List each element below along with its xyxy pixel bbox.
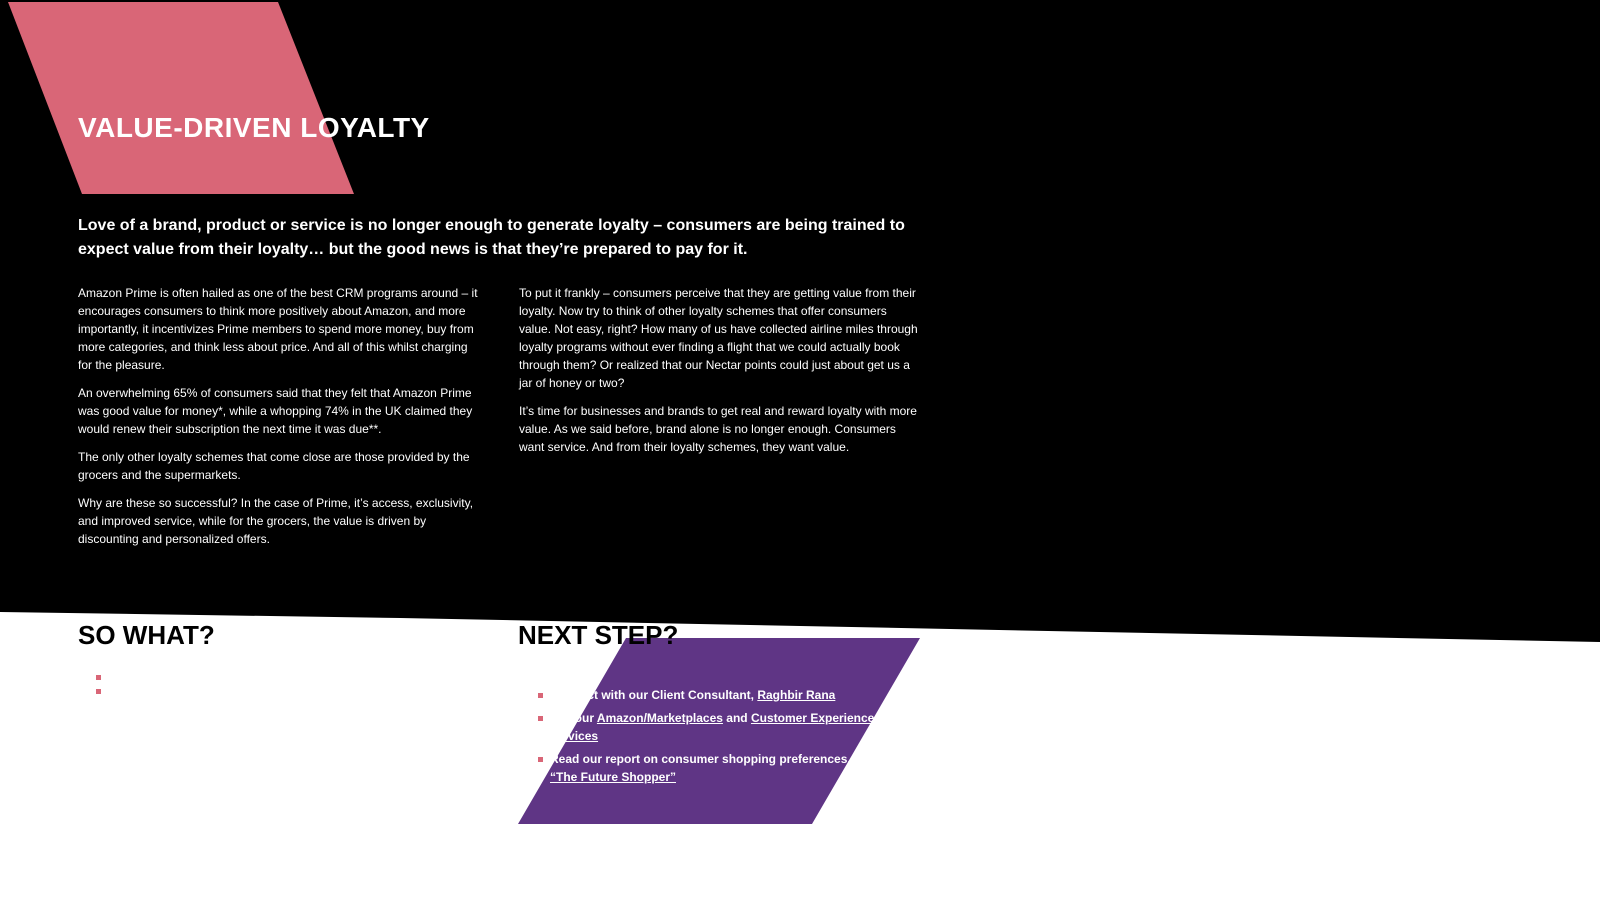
body-paragraph: It’s time for businesses and brands to get real and reward loyalty with more value. As we said before, brand alone is no longer enough. Consumers want service. And from their loyalty schemes, they want value. <box>519 404 917 454</box>
list-item-text: and <box>722 711 751 725</box>
list-item <box>536 709 876 745</box>
customer-experience-link[interactable]: Customer Experience services <box>550 711 875 743</box>
list-item <box>536 686 876 704</box>
so-what-heading: SO WHAT? <box>78 620 215 650</box>
list-item-text: Connect with our Client Consultant, <box>550 688 758 702</box>
title-accent-shape <box>8 2 354 194</box>
list-item-text: See our <box>550 711 597 725</box>
body-paragraph: Amazon Prime is often hailed as one of the best CRM programs around – it encourages consumers to think more positively about Amazon, and more importantly, it incentivizes Prime members to spend more money, buy from more categories, and think less about price. And all of this whilst charging for the pleasure. <box>78 286 478 372</box>
list-item <box>536 750 876 786</box>
next-step-heading: NEXT STEP? <box>518 620 679 650</box>
list-item-text: Read our report on consumer shopping preferences, <box>550 752 851 766</box>
future-shopper-link[interactable]: “The Future Shopper” <box>550 770 676 784</box>
body-paragraph: An overwhelming 65% of consumers said that they felt that Amazon Prime was good value for money*, while a whopping 74% in the UK claimed they would renew their subscription the next time it was due**. <box>78 386 473 436</box>
lead-paragraph: Love of a brand, product or service is no longer enough to generate loyalty – consumers are being trained to expect value from their loyalty… but the good news is that they’re prepared to pay for it. <box>78 217 905 258</box>
body-paragraph: To put it frankly – consumers perceive that they are getting value from their loyalty. Now try to think of other loyalty schemes that offer consumers value. Not easy, right? How many of us have collected airline miles through loyalty programs without ever finding a flight that we could actually book through them? Or realized that our Nectar points could just about get us a jar of honey or two? <box>519 286 918 390</box>
body-paragraph: Why are these so successful? In the case of Prime, it’s access, exclusivity, and improved service, while for the grocers, the value is driven by discounting and personalized offers. <box>78 496 474 546</box>
page-title: VALUE-DRIVEN LOYALTY <box>78 112 430 143</box>
left-column <box>78 284 478 558</box>
so-what-list <box>94 668 474 682</box>
right-column <box>519 284 921 466</box>
marketplaces-link[interactable]: Amazon/Marketplaces <box>596 711 723 725</box>
consultant-link[interactable]: Raghbir Rana <box>757 688 836 702</box>
next-step-list <box>536 686 876 791</box>
body-paragraph: The only other loyalty schemes that come close are those provided by the grocers and the supermarkets. <box>78 450 470 482</box>
